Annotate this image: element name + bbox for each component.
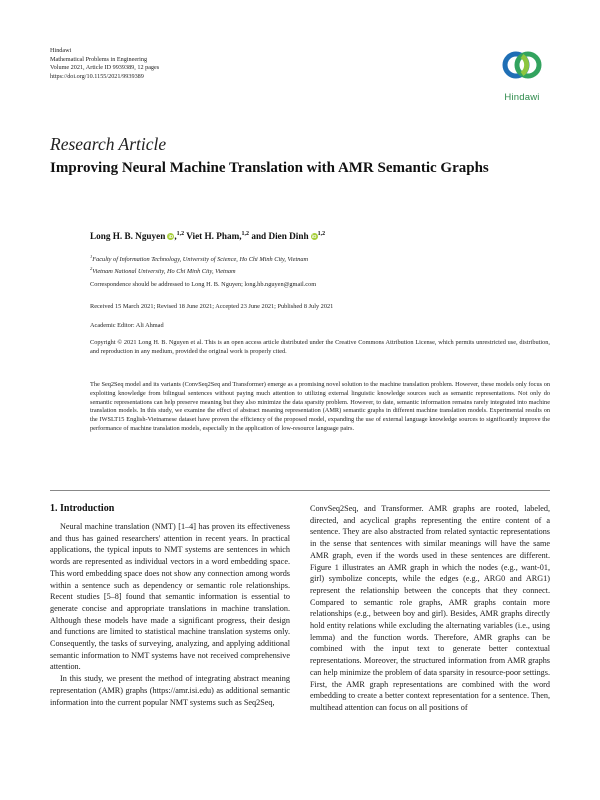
orcid-icon[interactable]: iD (311, 234, 317, 240)
body-paragraph: Neural machine translation (NMT) [1–4] has proven its effectiveness and thus has gained researchers' attention in recent years. In practical applications, the typical inputs to NMT systems are sentences in which words are represented as individual vectors in a word embedding space. This word embedding space does not show any connection among words within a sentence such as dependency or semantic role relationships. Recent studies [5–8] found that semantic information is essential to generate concise and appropriate translations in machine translation. Although these models have made a significant progress, their design and functions are limited to statistical machine translation systems only. Consequently, the tasks of surveying, analyzing, and applying additional semantic information to NMT systems have not received comprehensive attention. (50, 522, 290, 672)
affiliation-item (90, 265, 550, 277)
correspondence: Correspondence should be addressed to Long H. B. Nguyen; long.hb.nguyen@gmail.com (90, 281, 317, 288)
author-name: Long H. B. Nguyen (90, 231, 166, 242)
academic-editor: Academic Editor: Ali Ahmad (90, 322, 164, 329)
author-name: Dien Dinh (268, 231, 309, 242)
section-heading: 1. Introduction (50, 503, 115, 514)
orcid-icon[interactable]: iD (168, 234, 174, 240)
author-affiliation: 1,2 (241, 231, 250, 237)
publication-dates: Received 15 March 2021; Revised 18 June 2021; Accepted 23 June 2021; Published 8 July 2021 (90, 303, 334, 310)
paper-title: Improving Neural Machine Translation with AMR Semantic Graphs (50, 160, 489, 176)
hindawi-logo (494, 47, 550, 107)
author-affiliation: 1,2 (176, 231, 185, 237)
affiliation-text: Faculty of Information Technology, University of Science, Ho Chi Minh City, Vietnam (92, 256, 309, 264)
affiliation-item (90, 253, 550, 265)
journal-name: Mathematical Problems in Engineering (50, 55, 148, 63)
journal-volume: Volume 2021, Article ID 9939389, 12 pages (50, 64, 160, 72)
author-list (90, 231, 325, 241)
article-type: Research Article (50, 134, 167, 154)
section-divider (50, 490, 550, 491)
abstract: The Seq2Seq model and its variants (ConvSeq2Seq and Transformer) emerge as a promising novel solution to the machine translation problem. However, these models only focus on exploiting knowledge from bilingual sentences without paying much attention to utilizing external linguistic knowledge sources such as semantic representations. Not only do semantic representations can help preserve meaning but they also minimize the data sparsity problem. However, to date, semantic information remains rarely integrated into machine translation models. In this study, we examine the effect of abstract meaning representation (AMR) semantic graphs in different machine translation models. Experimental results on the IWSLT15 English-Vietnamese dataset have proven the efficiency of the proposed model, expanding the use of external language knowledge sources to significantly improve the performance of machine translation models, especially in the application of low-resource language pairs. (90, 381, 550, 432)
affiliation-number: 1 (90, 254, 93, 259)
affiliation-text: Vietnam National University, Ho Chi Minh City, Vietnam (92, 267, 236, 275)
author-separator: and (249, 231, 267, 242)
affiliation-number: 2 (90, 265, 93, 271)
author-name: Viet H. Pham, (186, 231, 242, 242)
affiliations (90, 253, 550, 277)
journal-publisher: Hindawi (50, 47, 72, 54)
journal-info (50, 47, 159, 81)
body-paragraph: ConvSeq2Seq, and Transformer. AMR graphs are rooted, labeled, directed, and acyclical graphs representing the entire content of a sentence. They are also abstracted from related syntactic representations in the sense that sentences with similar meanings will have the same AMR graph, even if the words used in these sentences are different. Figure 1 illustrates an AMR graph in which the nodes (e.g., want-01, girl) symbolize concepts, while the edges (e.g., ARG0 and ARG1) represent the relationship between the concepts that they connect. Compared to semantic role graphs, AMR graphs contain more relationships (e.g., between boy and girl). Besides, AMR graphs directly hold entity relations while excluding the alternating variables (i.e., using lemma) and the function words. Therefore, AMR graphs can be combined with the input text to generate better contextual representations. Moreover, the structured information from AMR graphs can help minimize the problem of data sparsity in resource-poor settings. First, the AMR graph representations are combined with the word embedding to create a better context representation for a sentence. Then, multihead attention can focus on all positions of (310, 504, 550, 712)
left-column (50, 503, 290, 708)
body-paragraph: In this study, we present the method of integrating abstract meaning representation (AMR) graphs (https://amr.isi.edu) as additional semantic information into the current popular NMT systems such as Seq2Seq, (50, 674, 290, 707)
right-column (310, 503, 550, 714)
copyright-notice: Copyright © 2021 Long H. B. Nguyen et al. This is an open access article distributed under the Creative Commons Attribution License, which permits unrestricted use, distribution, and reproduction in any medium, provided the original work is properly cited. (90, 339, 550, 355)
author-separator: , (174, 231, 177, 242)
logo-text: Hindawi (504, 92, 540, 103)
hindawi-logo-icon (500, 47, 544, 91)
author-affiliation: 1,2 (317, 231, 326, 237)
journal-doi[interactable]: https://doi.org/10.1155/2021/9939389 (50, 72, 144, 80)
